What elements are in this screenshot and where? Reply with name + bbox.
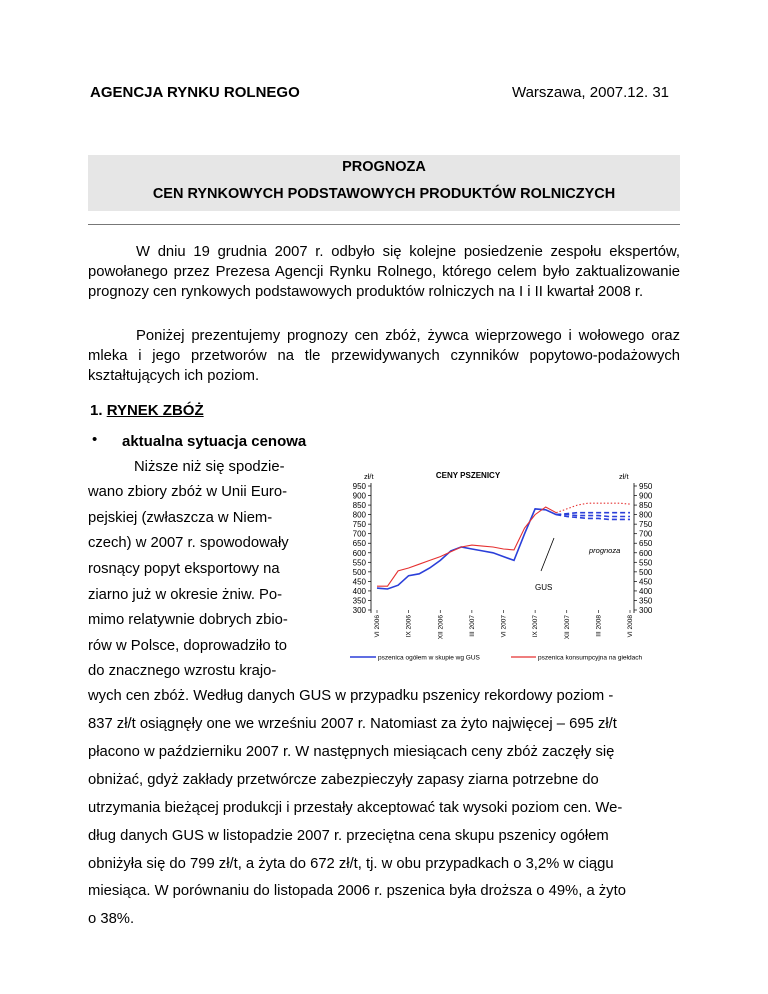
y-tick-label-right: 500 xyxy=(639,567,653,577)
series-line-3 xyxy=(556,503,630,513)
title-box xyxy=(88,155,680,211)
x-tick-label: III 2008 xyxy=(595,615,603,637)
intro-paragraph-1: W dniu 19 grudnia 2007 r. odbyło się kolejne posiedzenie zespołu ekspertów, powołanego przez Prezesa Agencji Rynku Rolnego, którego celem było zaktualizowanie prognozy cen rynkowych podstawowych produktów rolniczych na I i II kwartał 2008 r. xyxy=(88,244,680,300)
title-subtitle: CEN RYNKOWYCH PODSTAWOWYCH PRODUKTÓW ROLNICZYCH xyxy=(152,186,616,202)
y-tick-label-left: 700 xyxy=(352,529,366,539)
y-tick-label-left: 900 xyxy=(352,491,366,501)
place-date: Warszawa, 2007.12. 31 xyxy=(511,84,669,101)
y-tick-label-left: 450 xyxy=(352,577,366,587)
y-tick-label-left: 300 xyxy=(352,606,366,615)
y-tick-label-left: 350 xyxy=(352,596,366,606)
y-tick-label-left: 400 xyxy=(352,586,366,596)
y-tick-label-left: 750 xyxy=(352,520,366,530)
y-tick-label-left: 650 xyxy=(352,539,366,549)
chart-title: CENY PSZENICY xyxy=(435,471,501,480)
series-line-1 xyxy=(377,509,556,589)
legend-label-exchange: pszenica konsumpcyjna na giełdach xyxy=(538,654,643,662)
y-ticks-right xyxy=(634,482,653,615)
forecast-annotation: prognoza xyxy=(589,546,621,555)
body-line-9: o 38%. xyxy=(88,911,135,927)
body-line-1: wych cen zbóż. Według danych GUS w przypadku pszenicy rekordowy poziom - xyxy=(88,688,614,704)
wrapped-line-2: wano zbiory zbóż w Unii Euro- xyxy=(88,484,288,500)
gus-annotation: GUS xyxy=(535,583,553,592)
wrapped-line-5: rosnący popyt eksportowy na xyxy=(88,561,280,577)
x-tick-label: XII 2007 xyxy=(563,615,571,640)
x-tick-label: VI 2007 xyxy=(500,615,508,638)
x-tick-label: XII 2006 xyxy=(437,615,445,640)
y-tick-label-right: 300 xyxy=(639,606,653,615)
intro-paragraph-2: Poniżej prezentujemy prognozy cen zbóż, żywca wieprzowego i wołowego oraz mleka i jego przetworów na tle przewidywanych czynników popytowo-podażowych kształtujących ich poziom. xyxy=(88,328,680,384)
section-number: 1. xyxy=(90,402,103,419)
y-tick-label-right: 350 xyxy=(639,596,653,606)
y-tick-label-right: 900 xyxy=(639,491,653,501)
y-tick-label-right: 600 xyxy=(639,548,653,558)
bullet-heading: aktualna sytuacja cenowa xyxy=(122,433,307,450)
y-tick-label-left: 500 xyxy=(352,567,366,577)
wrapped-line-3: pejskiej (zwłaszcza w Niem- xyxy=(88,510,273,526)
legend xyxy=(350,655,642,662)
y-tick-label-right: 950 xyxy=(639,482,653,491)
x-tick-label: VI 2006 xyxy=(374,615,381,638)
wrapped-line-8: rów w Polsce, doprowadziło to xyxy=(88,638,288,654)
x-tick-label: VI 2008 xyxy=(627,615,634,638)
body-line-8: miesiąca. W porównaniu do listopada 2006 r. pszenica była droższa o 49%, a żyto xyxy=(88,883,626,899)
title-prognoza: PROGNOZA xyxy=(342,159,426,175)
y-tick-label-left: 600 xyxy=(352,548,366,558)
divider xyxy=(88,224,680,225)
wrapped-line-9: do znacznego wzrostu krajo- xyxy=(88,663,277,679)
y-tick-label-right: 650 xyxy=(639,539,653,549)
y-axis-label-left: zł/t xyxy=(364,472,374,481)
wrapped-line-6: ziarno już w okresie żniw. Po- xyxy=(88,587,283,603)
series-line-2 xyxy=(377,507,556,586)
y-axis-label-right: zł/t xyxy=(619,472,629,481)
section-title: RYNEK ZBÓŻ xyxy=(106,402,204,419)
y-tick-label-right: 550 xyxy=(639,558,653,568)
y-tick-label-right: 400 xyxy=(639,586,653,596)
wrapped-line-4: czech) w 2007 r. spowodowały xyxy=(88,535,289,551)
y-tick-label-left: 850 xyxy=(352,501,366,511)
y-tick-label-right: 700 xyxy=(639,529,653,539)
y-tick-label-right: 450 xyxy=(639,577,653,587)
bullet-icon: • xyxy=(92,431,98,448)
y-tick-label-left: 550 xyxy=(352,558,366,568)
legend-label-gus: pszenica ogółem w skupie wg GUS xyxy=(378,654,480,662)
agency-name: AGENCJA RYNKU ROLNEGO xyxy=(90,84,300,101)
wrapped-line-1: Niższe niż się spodzie- xyxy=(134,459,285,475)
wrapped-line-7: mimo relatywnie dobrych zbio- xyxy=(88,612,288,628)
y-tick-label-right: 850 xyxy=(639,501,653,511)
body-line-4: obniżać, gdyż zakłady przetwórcze zabezpieczyły zapasy ziarna potrzebne do xyxy=(88,772,599,788)
body-line-5: utrzymania bieżącej produkcji i przestały akceptować tak wysoki poziom cen. We- xyxy=(88,800,623,816)
body-line-7: obniżyła się do 799 zł/t, a żyta do 672 zł/t, tj. w obu przypadkach o 3,2% w ciągu xyxy=(88,856,614,872)
x-tick-labels xyxy=(374,610,634,639)
y-tick-label-right: 750 xyxy=(639,520,653,530)
gus-pointer xyxy=(541,538,554,571)
body-line-2: 837 zł/t osiągnęły one we wrześniu 2007 r. Natomiast za żyto najwięcej – 695 zł/t xyxy=(88,716,617,732)
wheat-price-chart xyxy=(336,466,653,666)
x-tick-label: IX 2007 xyxy=(532,615,540,638)
body-line-6: dług danych GUS w listopadzie 2007 r. przeciętna cena skupu pszenicy ogółem xyxy=(88,828,609,844)
x-tick-label: IX 2006 xyxy=(405,615,413,638)
y-tick-label-left: 800 xyxy=(352,510,366,520)
x-tick-label: III 2007 xyxy=(468,615,476,637)
y-tick-label-left: 950 xyxy=(352,482,366,491)
y-ticks-left xyxy=(353,482,371,615)
y-tick-label-right: 800 xyxy=(639,510,653,520)
section-heading xyxy=(90,402,204,419)
body-line-3: płacono w październiku 2007 r. W następnych miesiącach ceny zbóż zaczęły się xyxy=(88,744,615,760)
